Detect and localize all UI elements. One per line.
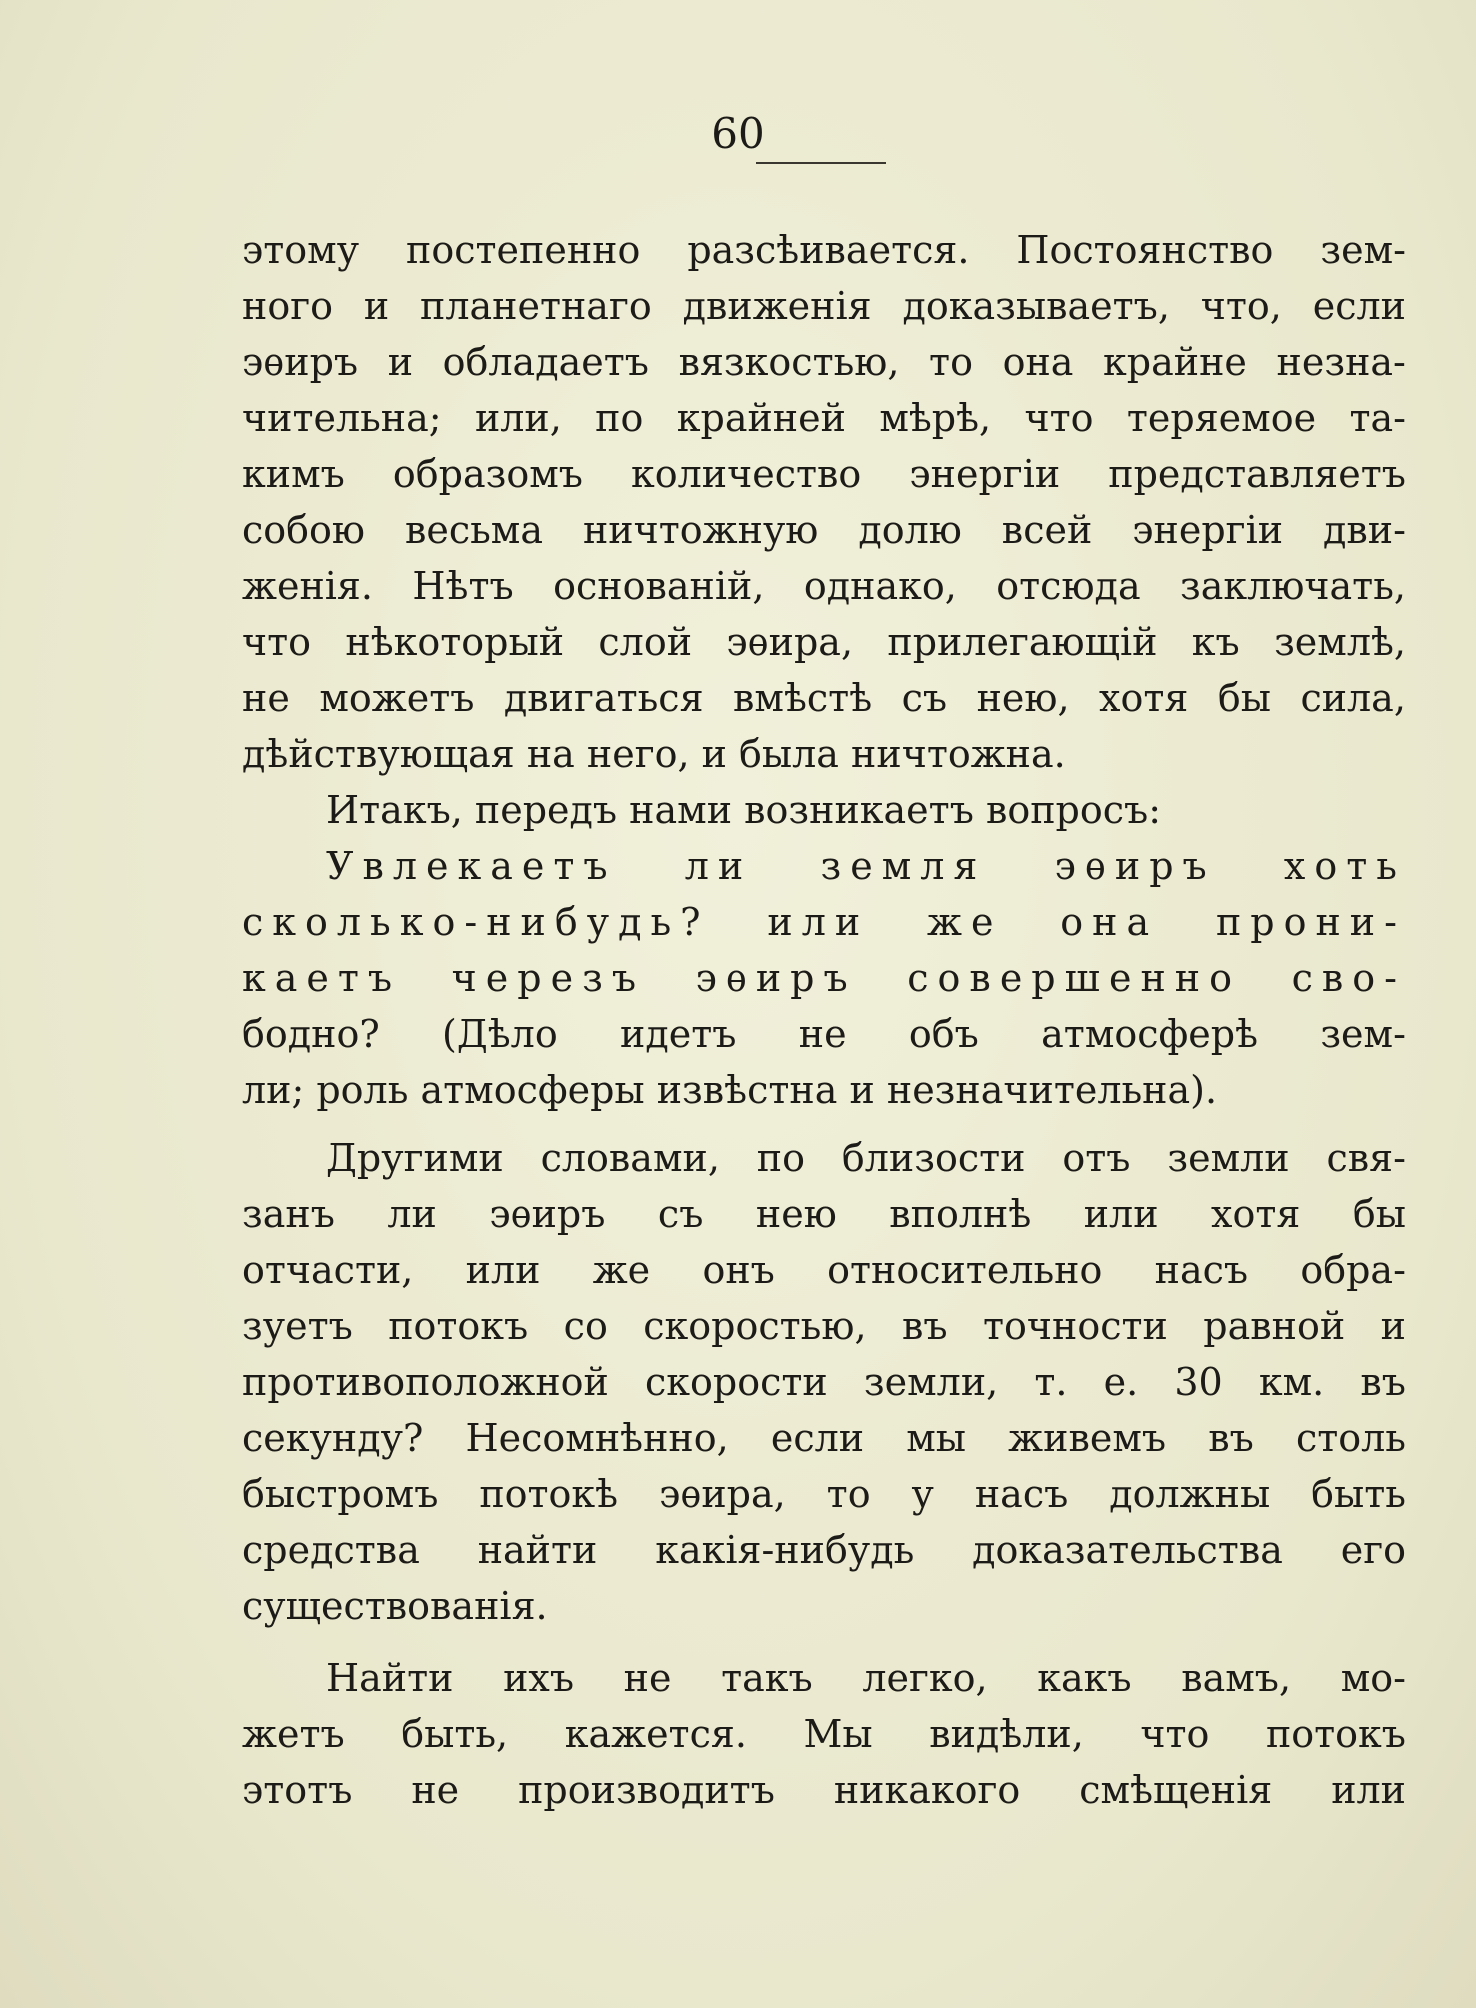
text-line: собою весьма ничтожную долю всей энергіи дви- bbox=[242, 508, 1406, 552]
header-rule bbox=[756, 162, 886, 164]
text-line: женія. Нѣтъ основаній, однако, отсюда заключать, bbox=[242, 564, 1406, 608]
text-line: отчасти, или же онъ относительно насъ обра- bbox=[242, 1248, 1406, 1292]
text-line: чительна; или, по крайней мѣрѣ, что теряемое та- bbox=[242, 396, 1406, 440]
text-body bbox=[242, 222, 1406, 1818]
text-line: ли; роль атмосферы извѣстна и незначительна). bbox=[242, 1068, 1218, 1112]
text-line: Найти ихъ не такъ легко, какъ вамъ, мо- bbox=[326, 1656, 1406, 1700]
text-line: кимъ образомъ количество энергіи представляетъ bbox=[242, 452, 1406, 496]
text-line: дѣйствующая на него, и была ничтожна. bbox=[242, 732, 1066, 776]
text-line: этому постепенно разсѣивается. Постоянство зем- bbox=[242, 228, 1406, 272]
text-line: ного и планетнаго движенія доказываетъ, что, если bbox=[242, 284, 1406, 328]
text-line: эѳиръ и обладаетъ вязкостью, то она крайне незна- bbox=[242, 340, 1406, 384]
text-line: не можетъ двигаться вмѣстѣ съ нею, хотя бы сила, bbox=[242, 676, 1406, 720]
text-line: секунду? Несомнѣнно, если мы живемъ въ столь bbox=[242, 1416, 1406, 1460]
text-line: этотъ не производитъ никакого смѣщенія или bbox=[242, 1768, 1406, 1812]
text-line-spaced: каетъ черезъ эѳиръ совершенно сво- bbox=[242, 956, 1406, 1000]
text-line-spaced: сколько-нибудь? или же она прони- bbox=[242, 900, 1406, 944]
text-line: что нѣкоторый слой эѳира, прилегающій къ землѣ, bbox=[242, 620, 1406, 664]
page-number: 60 bbox=[711, 109, 765, 158]
text-line: быстромъ потокѣ эѳира, то у насъ должны быть bbox=[242, 1472, 1406, 1516]
text-line: противоположной скорости земли, т. е. 30 км. въ bbox=[242, 1360, 1406, 1404]
text-line: средства найти какія-нибудь доказательства его bbox=[242, 1528, 1406, 1572]
text-line: бодно? (Дѣло идетъ не объ атмосферѣ зем- bbox=[242, 1012, 1406, 1056]
text-line-spaced: Увлекаетъ ли земля эѳиръ хоть bbox=[326, 844, 1406, 888]
text-line: жетъ быть, кажется. Мы видѣли, что потокъ bbox=[242, 1712, 1406, 1756]
text-line: существованія. bbox=[242, 1584, 548, 1628]
text-line: занъ ли эѳиръ съ нею вполнѣ или хотя бы bbox=[242, 1192, 1406, 1236]
text-line: зуетъ потокъ со скоростью, въ точности равной и bbox=[242, 1304, 1406, 1348]
text-line: Другими словами, по близости отъ земли свя- bbox=[326, 1136, 1406, 1180]
text-line: Итакъ, передъ нами возникаетъ вопросъ: bbox=[326, 788, 1162, 832]
